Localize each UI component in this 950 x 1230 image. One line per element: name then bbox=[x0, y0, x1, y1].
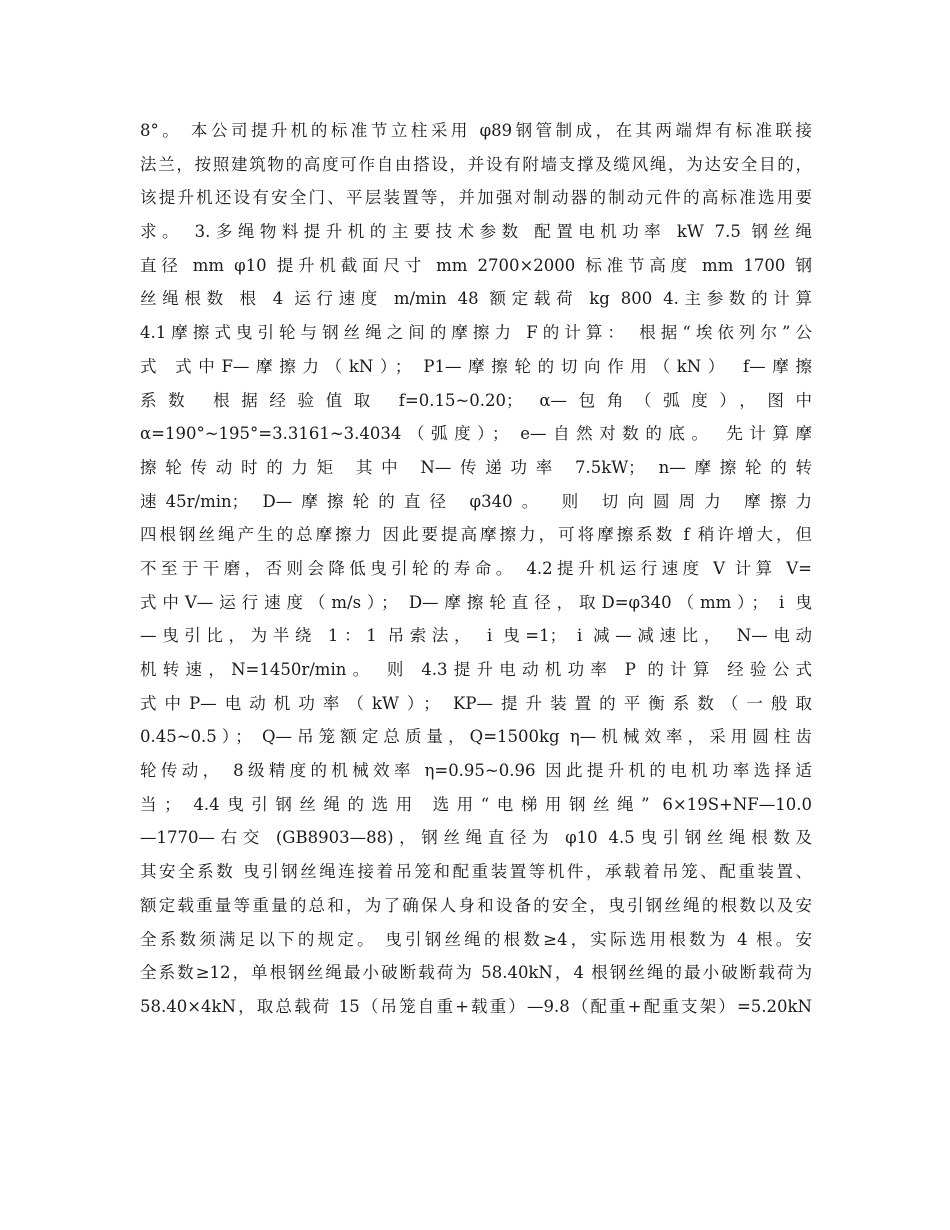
text-line: α=190°~195°=3.3161~3.4034（弧度）； e—自然对数的底。 先计算摩 bbox=[140, 424, 812, 444]
text-line: 轮传动， 8级精度的机械效率 η=0.95~0.96 因此提升机的电机功率选择适 bbox=[140, 761, 812, 781]
text-line: 8°。 本公司提升机的标准节立柱采用 φ89钢管制成，在其两端焊有标准联接 bbox=[140, 121, 812, 140]
text-line: —1770—右交 (GB8903—88)，钢丝绳直径为 φ10 4.5曳引钢丝绳根数及 bbox=[140, 828, 812, 848]
text-line: 式中V—运行速度（m/s）； D—摩擦轮直径，取D=φ340（mm）； i 曳 bbox=[140, 592, 812, 612]
text-line: 其安全系数 曳引钢丝绳连接着吊笼和配重装置等机件，承载着吊笼、配重装置、 bbox=[140, 862, 812, 882]
text-line: 该提升机还设有安全门、平层装置等，并加强对制动器的制动元件的高标准选用要 bbox=[140, 188, 812, 208]
text-line: 不至于干磨，否则会降低曳引轮的寿命。 4.2提升机运行速度 V 计算 V= bbox=[140, 558, 812, 578]
text-line: 丝绳根数 根 4 运行速度 m/min 48 额定载荷 kg 800 4.主参数的计算 bbox=[140, 289, 812, 309]
text-line: 求。 3.多绳物料提升机的主要技术参数 配置电机功率 kW 7.5 钢丝绳 bbox=[140, 222, 812, 242]
text-line: 4.1摩擦式曳引轮与钢丝绳之间的摩擦力 F的计算： 根据“埃依列尔”公 bbox=[140, 323, 812, 343]
text-line: 全系数≥12，单根钢丝绳最小破断载荷为 58.40kN，4 根钢丝绳的最小破断载荷为 bbox=[140, 963, 812, 983]
text-line: 式 式中F—摩擦力（kN）； P1—摩擦轮的切向作用（kN） f—摩擦 bbox=[140, 356, 812, 376]
text-line: 机转速，N=1450r/min。 则 4.3提升电动机功率 P 的计算 经验公式 bbox=[140, 660, 812, 679]
text-line: 法兰，按照建筑物的高度可作自由搭设，并设有附墙支撑及缆风绳，为达安全目的， bbox=[140, 154, 812, 174]
text-line: 直径 mm φ10 提升机截面尺寸 mm 2700×2000 标准节高度 mm 1700 钢 bbox=[140, 255, 812, 275]
text-line: 四根钢丝绳产生的总摩擦力 因此要提高摩擦力，可将摩擦系数 f 稍许增大，但 bbox=[140, 525, 812, 545]
text-line: 擦轮传动时的力矩 其中 N—传递功率 7.5kW； n—摩擦轮的转 bbox=[140, 457, 812, 477]
text-line: 系数 根据经验值取 f=0.15~0.20； α—包角（弧度），图中 bbox=[140, 390, 812, 410]
text-line: 0.45~0.5）； Q—吊笼额定总质量，Q=1500kg η—机械效率，采用圆柱齿 bbox=[140, 727, 812, 747]
text-line: 式中P—电动机功率（kW）； KP—提升装置的平衡系数（一般取 bbox=[140, 693, 812, 713]
text-line: —曳引比，为半绕 1：1 吊索法， i 曳=1； i 减—减速比， N—电动 bbox=[140, 626, 812, 646]
text-line: 当； 4.4曳引钢丝绳的选用 选用“电梯用钢丝绳” 6×19S+NF—10.0 bbox=[140, 794, 812, 814]
text-line: 速45r/min； D—摩擦轮的直径 φ340。 则 切向圆周力 摩擦力 bbox=[140, 491, 812, 511]
text-line: 额定载重量等重量的总和，为了确保人身和设备的安全，曳引钢丝绳的根数以及安 bbox=[140, 895, 812, 915]
body-text bbox=[140, 114, 812, 1024]
text-line: 58.40×4kN，取总载荷 15（吊笼自重+载重）—9.8（配重+配重支架）=5.20kN bbox=[140, 996, 812, 1016]
text-line: 全系数须满足以下的规定。 曳引钢丝绳的根数≥4，实际选用根数为 4 根。安 bbox=[140, 929, 812, 949]
